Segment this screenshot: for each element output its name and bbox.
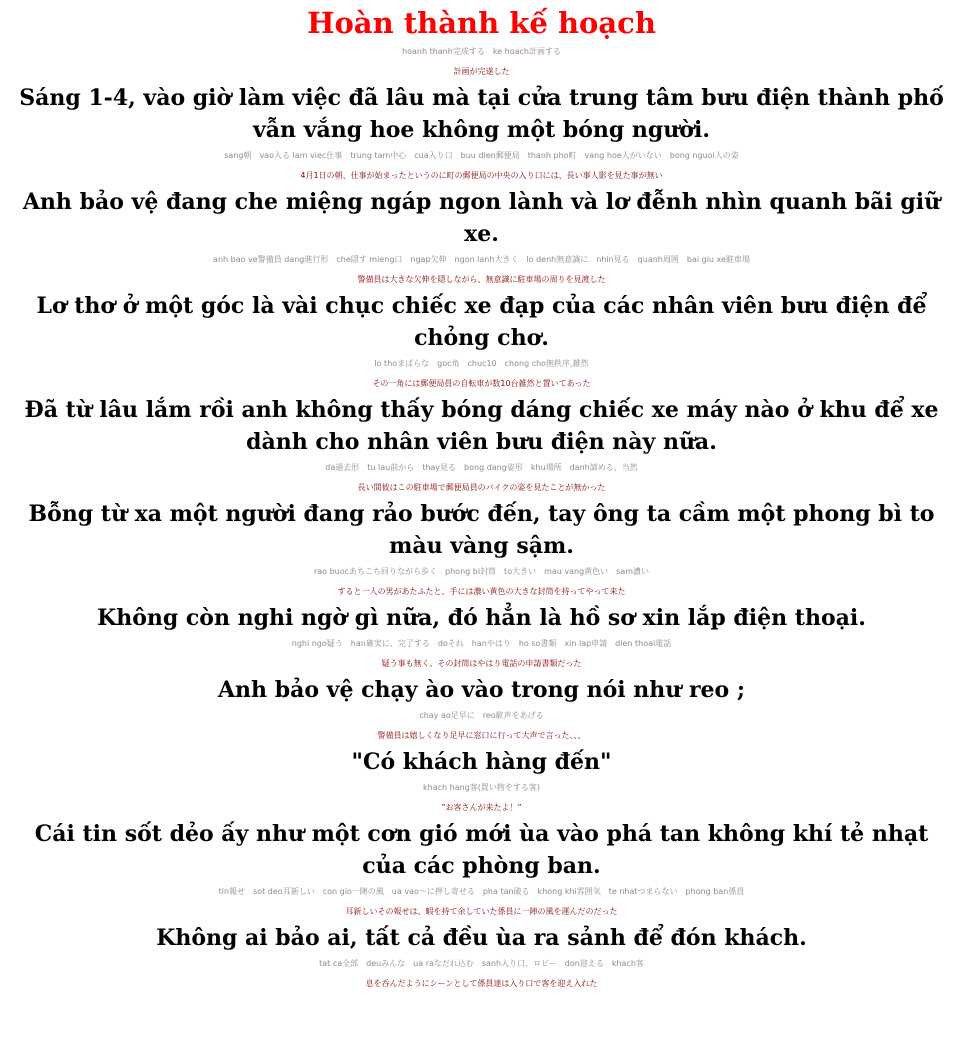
word-gloss: nghi ngo疑う han確実に、完了する doそれ hanやはり ho so書類 xin lap申請 dien thoai電話 [291,639,672,648]
paragraph-block [0,746,963,818]
paragraph-block [0,82,963,186]
vietnamese-sentence: Anh bảo vệ đang che miệng ngáp ngon lành và lơ đễnh nhìn quanh bãi giữ xe. [22,189,941,247]
vietnamese-sentence: Lơ thơ ở một góc là vài chục chiếc xe đạp của các nhân viên bưu điện để chỏng chơ. [36,293,927,351]
vietnamese-sentence: "Có khách hàng đến" [351,749,612,775]
vietnamese-sentence: Anh bảo vệ chạy ào vào trong nói như reo ; [217,677,745,703]
word-gloss: tat ca全部 deuみんな ua raなだれ込む sanh入り口、ロビー don迎える khach客 [319,959,644,968]
vietnamese-sentence: Sáng 1-4, vào giờ làm việc đã lâu mà tại cửa trung tâm bưu điện thành phố vẫn vắng hoe không một bóng người. [19,85,944,143]
word-gloss: sang朝 vao入る lam viec仕事 trung tam中心 cua入り口 buu dien郵便局 thanh pho町 vang hoe人がいない bong nguoi人の姿 [224,151,739,160]
vietnamese-sentence: Cái tin sốt dẻo ấy như một cơn gió mới ùa vào phá tan không khí tẻ nhạt của các phòng ban. [34,821,929,879]
page-title: Hoàn thành kế hoạch [307,6,656,40]
vietnamese-sentence: Không ai bảo ai, tất cả đều ùa ra sảnh để đón khách. [156,925,807,951]
word-gloss: tin報せ sot deo耳新しい con gio一陣の風 ua vao～に押し寄せる pha tan破る khong khi雰囲気 te nhatつまらない phong ban係員 [218,887,745,896]
paragraph-block [0,602,963,674]
paragraph-block [0,498,963,602]
vietnamese-sentence: Đã từ lâu lắm rồi anh không thấy bóng dáng chiếc xe máy nào ở khu để xe dành cho nhân viên bưu điện này nữa. [24,397,939,455]
japanese-translation: その一角には郵便局員の自転車が数10台雑然と置いてあった [372,379,591,388]
paragraph-block [0,922,963,994]
paragraph-block [0,674,963,746]
japanese-translation: 耳新しいその報せは、暇を持て余していた係員に一陣の風を運んだのだった [345,907,618,916]
word-gloss: rao buocあちこち回りながら歩く phong bi封筒 to大きい mau vang黄色い sam濃い [313,567,650,576]
japanese-translation: 息を呑んだようにシーンとして係員達は入り口で客を迎え入れた [365,979,598,988]
japanese-translation: 4月1日の朝、仕事が始まったというのに町の郵便局の中央の入り口には、長い事人影を見た事が無い [300,171,663,180]
word-gloss: chay ao足早に reo歓声をあげる [419,711,544,720]
paragraph-block [0,290,963,394]
japanese-translation: すると一人の男があたふたと、手には濃い黄色の大きな封筒を持ってやって来た [337,587,626,596]
title-translation: 計画が完遂した [453,67,510,76]
title-gloss: hoanh thanh完成する ke hoach計画する [402,47,561,56]
japanese-translation: 警備員は大きな欠伸を隠しながら、無意識に駐車場の周りを見渡した [357,275,606,284]
word-gloss: lo thoまばらな goc角 chuc10 chong cho無秩序,雑然 [374,359,589,368]
japanese-translation: ”お客さんが来たよ！” [441,803,522,812]
word-gloss: anh bao ve警備員 dang進行形 che隠す mieng口 ngap欠伸 ngon lanh大きく lo denh無意識に nhin見る quanh周囲 bai giu xe駐車場 [213,255,750,264]
paragraph-block [0,394,963,498]
paragraph-block [0,186,963,290]
word-gloss: da過去形 tu lau前から thay見る bong dang姿形 khu場所 danh諦める、当然 [325,463,638,472]
word-gloss: khach hang客(買い物をする客) [423,783,540,792]
vietnamese-sentence: Không còn nghi ngờ gì nữa, đó hẳn là hồ sơ xin lắp điện thoại. [97,605,866,631]
japanese-translation: 疑う事も無く、その封筒はやはり電話の申請書類だった [381,659,582,668]
japanese-translation: 長い間彼はこの駐車場で郵便局員のバイクの姿を見たことが無かった [357,483,606,492]
vietnamese-sentence: Bỗng từ xa một người đang rảo bước đến, tay ông ta cầm một phong bì to màu vàng sậm. [28,501,935,559]
paragraph-block [0,818,963,922]
japanese-translation: 警備員は嬉しくなり足早に窓口に行って大声で言った、、、 [377,731,586,740]
